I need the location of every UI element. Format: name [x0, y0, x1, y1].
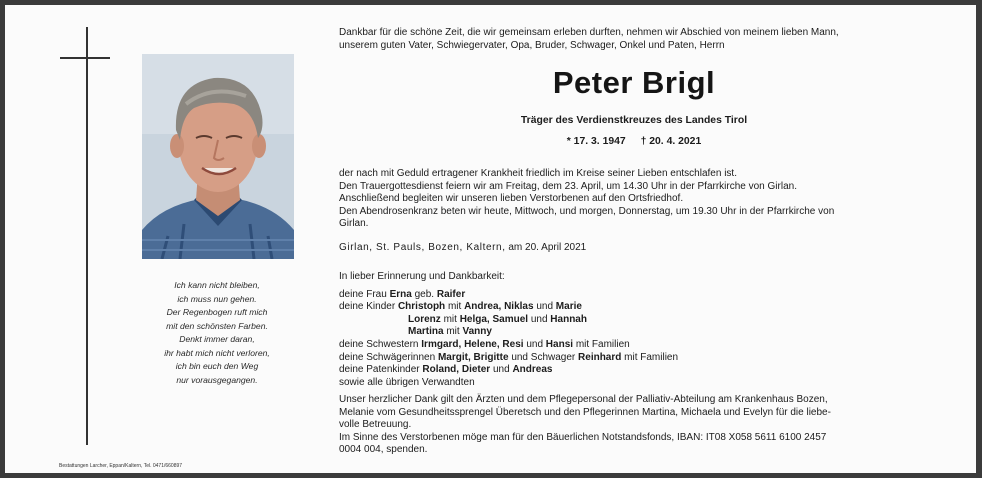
- deceased-name: Peter Brigl: [552, 65, 716, 100]
- family-label: und: [492, 364, 510, 376]
- family-label: deine Patenkinder: [339, 364, 420, 376]
- family-row-wife: [339, 289, 939, 302]
- poem-line: ihr habt mich nicht verloren,: [164, 347, 270, 358]
- family-label: deine Schwägerinnen: [339, 351, 436, 363]
- memory-intro: In lieber Erinnerung und Dankbarkeit:: [339, 271, 505, 282]
- family-row-sisters: [339, 339, 939, 352]
- family-row-kids: [339, 326, 939, 339]
- cross-icon: [86, 27, 88, 445]
- portrait-photo: [142, 54, 294, 259]
- family-name: Irmgard, Helene, Resi: [421, 338, 524, 350]
- donation-line: Im Sinne des Verstorbenen möge man für den Bäuerlichen Notstandsfonds, IBAN: IT08 X058 5611 6100 2457: [339, 431, 827, 443]
- family-label: mit Familien: [624, 351, 679, 363]
- announcement-line: Den Abendrosenkranz beten wir heute, Mittwoch, und morgen, Donnerstag, um 19.30 Uhr in der Pfarrkirche von: [339, 205, 835, 217]
- poem-line: mit den schönsten Farben.: [166, 320, 268, 331]
- death-date: † 20. 4. 2021: [640, 136, 702, 147]
- family-name: Hansi: [545, 338, 574, 350]
- family-name: Christoph: [397, 301, 446, 313]
- family-row-kids: [339, 301, 939, 314]
- family-row-inlaws: [339, 352, 939, 365]
- family-label: mit: [443, 313, 457, 325]
- family-row-others: sowie alle übrigen Verwandten: [339, 376, 475, 388]
- announcement-text: [339, 168, 939, 231]
- family-label: deine Frau: [339, 288, 387, 300]
- announcement-line: der nach mit Geduld ertragener Krankheit friedlich im Kreise seiner Lieben entschlafen ist.: [339, 168, 737, 179]
- family-name: Erna: [389, 288, 412, 300]
- poem-line: nur vorausgegangen.: [176, 374, 258, 385]
- poem-line: Denkt immer daran,: [179, 334, 255, 344]
- family-name: Lorenz: [408, 313, 441, 325]
- family-name: Hannah: [550, 313, 587, 325]
- announcement-line: Anschließend begleiten wir unseren lieben Verstorbenen auf den Ortsfriedhof.: [339, 193, 684, 205]
- honor-title: Träger des Verdienstkreuzes des Landes Tirol: [520, 115, 748, 126]
- intro-text: [339, 27, 939, 52]
- donation-line: 0004 004, spenden.: [339, 444, 428, 456]
- family-name: Martina: [408, 326, 444, 338]
- family-label: deine Schwestern: [339, 338, 419, 350]
- thanks-line: Unser herzlicher Dank gilt den Ärzten und dem Pflegepersonal der Palliativ-Abteilung am Krankenhaus Bozen,: [339, 394, 828, 405]
- announcement-date: am 20. April 2021: [508, 242, 587, 253]
- family-name: Helga, Samuel: [459, 313, 529, 325]
- family-label: mit: [447, 301, 462, 313]
- family-label: deine Kinder: [339, 301, 396, 313]
- poem-line: Der Regenbogen ruft mich: [166, 307, 268, 317]
- family-label: und: [526, 338, 544, 350]
- place-list: Girlan, St. Pauls, Bozen, Kaltern,: [339, 242, 506, 253]
- thanks-line: Melanie vom Gesundheitssprengel Überetsch und den Pflegerinnen Martina, Michaela und Evelyn für die liebe-: [339, 406, 831, 418]
- family-label: und: [530, 313, 548, 325]
- cross-icon-bar: [60, 57, 110, 59]
- family-name: Andreas: [512, 364, 553, 376]
- family-row-godchildren: [339, 364, 939, 377]
- family-name: Roland, Dieter: [422, 364, 491, 376]
- poem-line: Ich kann nicht bleiben,: [174, 280, 260, 290]
- thanks-line: volle Betreuung.: [339, 419, 412, 431]
- family-name: Margit, Brigitte: [437, 351, 509, 363]
- family-label: und: [536, 301, 554, 313]
- obituary-card: [5, 5, 976, 473]
- announcement-line: Den Trauergottesdienst feiern wir am Freitag, dem 23. April, um 14.30 Uhr in der Pfarrkirche von Girlan.: [339, 180, 797, 192]
- family-label: geb.: [414, 288, 435, 300]
- family-label: mit: [446, 326, 460, 338]
- poem-line: ich muss nun gehen.: [177, 293, 257, 304]
- poem: [136, 279, 298, 387]
- family-list: [339, 271, 939, 389]
- family-name: Andrea, Niklas: [464, 301, 534, 313]
- family-name: Raifer: [436, 288, 466, 300]
- family-label: und Schwager: [511, 351, 576, 363]
- announcement-line: Girlan.: [339, 218, 369, 230]
- birth-date: * 17. 3. 1947: [566, 136, 626, 147]
- funeral-home-note: Bestattungen Larcher, Eppan/Kaltern, Tel. 0471/660897: [59, 463, 183, 469]
- family-name: Reinhard: [578, 351, 622, 363]
- family-label: mit Familien: [575, 338, 630, 350]
- poem-line: ich bin euch den Weg: [175, 361, 259, 371]
- life-dates: [339, 136, 929, 147]
- family-name: Marie: [555, 301, 582, 313]
- intro-line: unserem guten Vater, Schwiegervater, Opa, Bruder, Schwager, Onkel und Paten, Herrn: [339, 39, 725, 51]
- intro-line: Dankbar für die schöne Zeit, die wir gemeinsam erleben durften, nehmen wir Abschied von meinem lieben Mann,: [339, 27, 839, 38]
- family-row-kids: [339, 314, 939, 327]
- family-name: Vanny: [462, 326, 492, 338]
- place-date: [339, 242, 939, 255]
- thanks-text: [339, 394, 939, 457]
